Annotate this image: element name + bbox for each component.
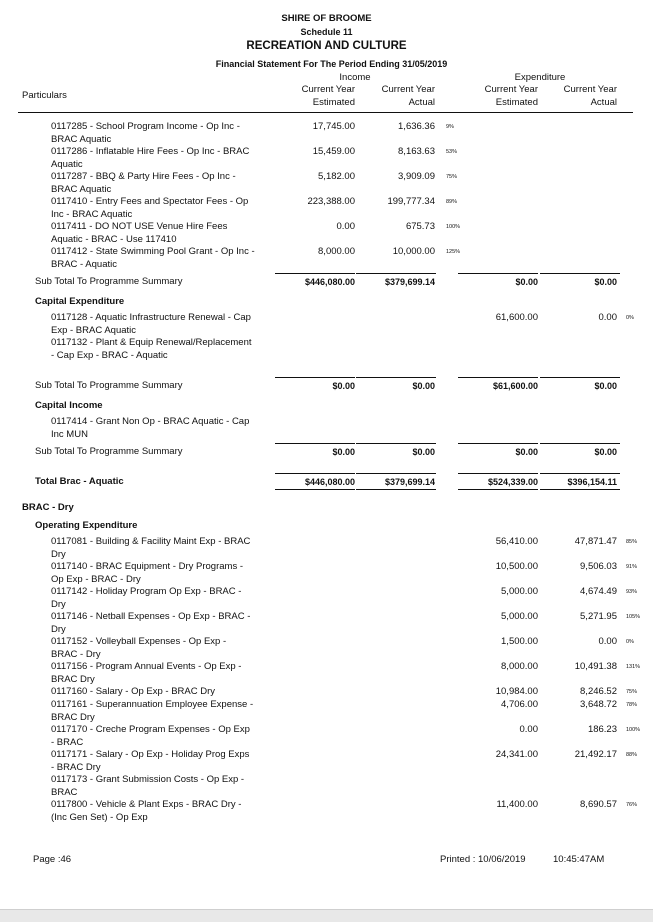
actual-value: 0.00 [598, 636, 617, 647]
row-description: 0117173 - Grant Submission Costs - Op Exp - BRAC [51, 774, 245, 798]
income-act-header-line1: Current Year [381, 84, 435, 95]
percent-value: 78% [626, 702, 638, 708]
subtotal-exp-est: $0.00 [515, 447, 538, 457]
row-description: 0117412 - State Swimming Pool Grant - Op Inc - BRAC - Aquatic [51, 246, 255, 270]
actual-value: 675.73 [405, 221, 435, 232]
row-description: 0117146 - Netball Expenses - Op Exp - BRAC - Dry [51, 611, 251, 635]
percent-value: 85% [626, 539, 638, 545]
percent-value: 0% [626, 315, 634, 321]
actual-value: 8,690.57 [580, 799, 617, 810]
rule [356, 443, 436, 444]
estimated-value: 8,000.00 [318, 246, 355, 257]
estimated-value: 5,000.00 [501, 611, 538, 622]
actual-value: 10,491.38 [574, 661, 617, 672]
rule [540, 377, 620, 378]
percent-value: 75% [626, 689, 638, 695]
rule [275, 443, 355, 444]
actual-value: 10,000.00 [392, 246, 435, 257]
subtotal-income-est: $446,080.00 [304, 277, 355, 287]
estimated-value: 24,341.00 [495, 749, 538, 760]
percent-value: 88% [626, 752, 638, 758]
rule [275, 489, 355, 490]
section-heading: Capital Expenditure [35, 296, 125, 307]
subtotal-income-est: $0.00 [332, 381, 355, 391]
particulars-header: Particulars [22, 90, 67, 101]
actual-value: 1,636.36 [398, 121, 435, 132]
percent-value: 89% [446, 199, 458, 205]
row-description: 0117414 - Grant Non Op - BRAC Aquatic - Cap Inc MUN [51, 416, 250, 440]
rule [356, 489, 436, 490]
estimated-value: 4,706.00 [501, 699, 538, 710]
row-description: 0117140 - BRAC Equipment - Dry Programs - Op Exp - BRAC - Dry [51, 561, 244, 585]
subtotal-income-est: $0.00 [332, 447, 355, 457]
row-description: 0117410 - Entry Fees and Spectator Fees - Op Inc - BRAC Aquatic [51, 196, 249, 220]
exp-est-header-line2: Estimated [495, 97, 538, 108]
rule [540, 443, 620, 444]
exp-act-header-line1: Current Year [563, 84, 617, 95]
section-heading: Capital Income [35, 400, 103, 411]
total-exp-est: $524,339.00 [487, 477, 538, 487]
estimated-value: 1,500.00 [501, 636, 538, 647]
income-est-header-line2: Estimated [312, 97, 355, 108]
total-income-est: $446,080.00 [304, 477, 355, 487]
total-exp-act: $396,154.11 [567, 477, 617, 487]
row-description: 0117161 - Superannuation Employee Expense - BRAC Dry [51, 699, 254, 723]
rule [458, 273, 538, 274]
row-description: 0117286 - Inflatable Hire Fees - Op Inc - BRAC Aquatic [51, 146, 250, 170]
subtotal-exp-act: $0.00 [594, 277, 617, 287]
row-description: 0117152 - Volleyball Expenses - Op Exp - BRAC - Dry [51, 636, 227, 660]
row-description: 0117128 - Aquatic Infrastructure Renewal - Cap Exp - BRAC Aquatic [51, 312, 251, 336]
printed-time: 10:45:47AM [553, 854, 605, 865]
percent-value: 100% [446, 224, 461, 230]
subtotal-exp-act: $0.00 [594, 381, 617, 391]
exp-est-header-line1: Current Year [484, 84, 538, 95]
percent-value: 125% [446, 249, 461, 255]
subtotal-income-act: $0.00 [412, 381, 435, 391]
income-est-header-line1: Current Year [301, 84, 355, 95]
actual-value: 9,506.03 [580, 561, 617, 572]
percent-value: 75% [446, 174, 458, 180]
printed-date: Printed : 10/06/2019 [440, 854, 526, 865]
percent-value: 53% [446, 149, 458, 155]
rule [356, 377, 436, 378]
estimated-value: 61,600.00 [495, 312, 538, 323]
estimated-value: 11,400.00 [496, 799, 538, 810]
rule [458, 473, 538, 474]
estimated-value: 15,459.00 [312, 146, 355, 157]
group-heading: BRAC - Dry [22, 502, 74, 513]
rule [275, 473, 355, 474]
actual-value: 186.23 [587, 724, 617, 735]
estimated-value: 5,182.00 [318, 171, 355, 182]
rule [356, 473, 436, 474]
rule [275, 377, 355, 378]
percent-value: 0% [626, 639, 634, 645]
row-description: 0117411 - DO NOT USE Venue Hire Fees Aquatic - BRAC - Use 117410 [51, 221, 228, 245]
estimated-value: 17,745.00 [312, 121, 355, 132]
report-subtitle: Financial Statement For The Period Ending 31/05/2019 [215, 59, 448, 69]
subtotal-exp-est: $61,600.00 [492, 381, 538, 391]
income-group-label: Income [339, 72, 371, 83]
rule [540, 489, 620, 490]
subtotal-income-act: $0.00 [412, 447, 435, 457]
row-description: 0117170 - Creche Program Expenses - Op Exp - BRAC [51, 724, 250, 748]
subtotal-exp-est: $0.00 [515, 277, 538, 287]
section-heading: Operating Expenditure [35, 520, 138, 531]
subtotal-label: Sub Total To Programme Summary [35, 276, 183, 287]
header-rule [18, 112, 633, 113]
rule [458, 377, 538, 378]
rule [458, 489, 538, 490]
page-number: Page :46 [33, 854, 72, 865]
actual-value: 199,777.34 [387, 196, 435, 207]
actual-value: 0.00 [598, 312, 617, 323]
percent-value: 91% [626, 564, 638, 570]
estimated-value: 0.00 [336, 221, 355, 232]
row-description: 0117081 - Building & Facility Maint Exp - BRAC Dry [51, 536, 251, 560]
total-label: Total Brac - Aquatic [35, 476, 124, 487]
subtotal-label: Sub Total To Programme Summary [35, 380, 183, 391]
rule [356, 273, 436, 274]
rule [540, 273, 620, 274]
actual-value: 21,492.17 [574, 749, 617, 760]
actual-value: 3,648.72 [580, 699, 617, 710]
schedule-label: Schedule 11 [300, 27, 353, 37]
actual-value: 4,674.49 [580, 586, 617, 597]
row-description: 0117156 - Program Annual Events - Op Exp - BRAC Dry [51, 661, 242, 685]
subtotal-label: Sub Total To Programme Summary [35, 446, 183, 457]
percent-value: 131% [626, 664, 641, 670]
percent-value: 93% [626, 589, 638, 595]
percent-value: 100% [626, 727, 641, 733]
actual-value: 8,246.52 [580, 686, 617, 697]
row-description: 0117285 - School Program Income - Op Inc - BRAC Aquatic [51, 121, 240, 145]
page-bottom-edge [0, 909, 653, 922]
estimated-value: 56,410.00 [495, 536, 538, 547]
estimated-value: 10,500.00 [495, 561, 538, 572]
exp-act-header-line2: Actual [590, 97, 617, 108]
estimated-value: 8,000.00 [501, 661, 538, 672]
rule [275, 273, 355, 274]
row-description: 0117132 - Plant & Equip Renewal/Replacement - Cap Exp - BRAC - Aquatic [51, 337, 252, 361]
percent-value: 105% [626, 614, 641, 620]
row-description: 0117800 - Vehicle & Plant Exps - BRAC Dry - (Inc Gen Set) - Op Exp [51, 799, 242, 823]
subtotal-exp-act: $0.00 [594, 447, 617, 457]
estimated-value: 10,984.00 [495, 686, 538, 697]
actual-value: 3,909.09 [398, 171, 435, 182]
estimated-value: 0.00 [519, 724, 538, 735]
expenditure-group-label: Expenditure [514, 72, 566, 83]
row-description: 0117287 - BBQ & Party Hire Fees - Op Inc - BRAC Aquatic [51, 171, 236, 195]
row-description: 0117160 - Salary - Op Exp - BRAC Dry [51, 686, 216, 697]
row-description: 0117171 - Salary - Op Exp - Holiday Prog Exps - BRAC Dry [51, 749, 250, 773]
percent-value: 76% [626, 802, 638, 808]
report-title: RECREATION AND CULTURE [246, 40, 407, 52]
org-name: SHIRE OF BROOME [281, 13, 372, 24]
actual-value: 5,271.95 [580, 611, 617, 622]
percent-value: 9% [446, 124, 454, 130]
actual-value: 8,163.63 [398, 146, 435, 157]
income-act-header-line2: Actual [408, 97, 435, 108]
actual-value: 47,871.47 [574, 536, 617, 547]
rule [540, 473, 620, 474]
estimated-value: 223,388.00 [307, 196, 355, 207]
row-description: 0117142 - Holiday Program Op Exp - BRAC - Dry [51, 586, 242, 610]
rule [458, 443, 538, 444]
subtotal-income-act: $379,699.14 [384, 277, 435, 287]
estimated-value: 5,000.00 [501, 586, 538, 597]
total-income-act: $379,699.14 [384, 477, 435, 487]
